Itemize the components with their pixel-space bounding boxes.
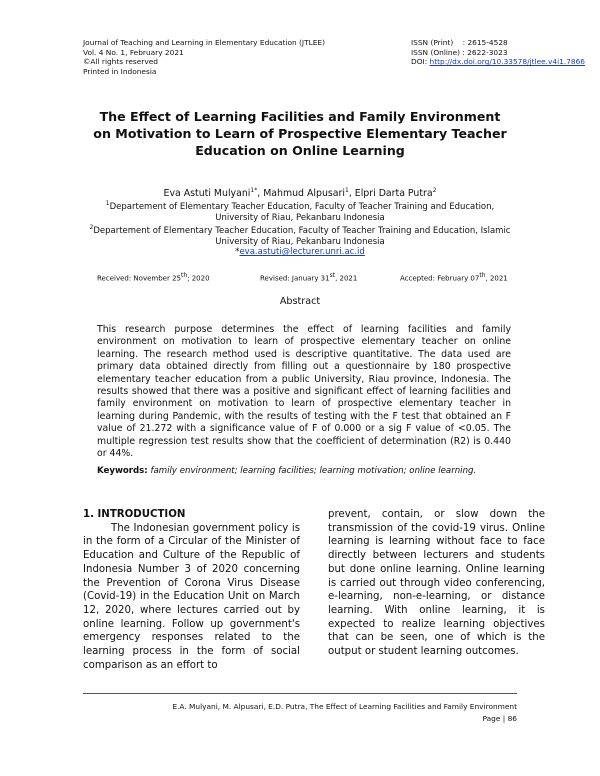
author-3-sup: 2 (432, 187, 437, 194)
keywords-text: family environment; learning facilities; learning motivation; online learning. (150, 466, 477, 476)
keywords-label: Keywords: (97, 466, 148, 476)
affiliation-1 (88, 198, 512, 224)
footer-page-number: Page | 86 (482, 714, 517, 723)
journal-printed: Printed in Indonesia (83, 66, 157, 76)
section-title: 1. INTRODUCTION (83, 509, 186, 520)
issn-online: ISSN (Online) : 2622-3023 (411, 47, 508, 57)
author-1-sup: 1* (250, 187, 258, 194)
body-column-right (328, 508, 545, 659)
received-date (97, 272, 210, 282)
affiliation-2-sup: 2 (89, 224, 94, 231)
email-prefix: * (235, 247, 240, 257)
journal-header-right (411, 38, 586, 67)
journal-volume: Vol. 4 No. 1, February 2021 (83, 47, 184, 57)
revised-year: , 2021 (335, 274, 358, 283)
affiliation-2-text: Departement of Elementary Teacher Education, Faculty of Teacher Training and Education, Islamic University of Riau, Pekanbaru Indonesia (93, 225, 511, 247)
author-3: Elpri Darta Putra (354, 188, 433, 200)
paper-title: The Effect of Learning Facilities and Family Environment on Motivation to Learn of Prospective Elementary Teacher Education on Online Learning (93, 109, 507, 158)
journal-name: Journal of Teaching and Learning in Elementary Education (JTLEE) (83, 38, 325, 47)
abstract-text: This research purpose determines the effect of learning facilities and family environment on motivation to learn of prospective elementary teacher on online learning. The research method used is descriptive quantitative. The data used are primary data obtained directly from filling out a questionnaire by 180 prospective elementary teacher education from a public University, Riau province, Indonesia. The results showed that there was a positive and significant effect of learning facilities and family environment on motivation to learn of prospective elementary teacher in learning during Pandemic, with the results of testing with the F test that obtained an F value of 21.272 with a significance value of F of 0.000 or a sig F value of <0.05. The multiple regression test results show that the coefficient of determination (R2) is 0.440 or 44%. (97, 324, 511, 460)
intro-paragraph-left: The Indonesian government policy is in the form of a Circular of the Minister of Education and Culture of the Republic of Indonesia Number 3 of 2020 concerning the Prevention of Corona Virus Disease (Covid-19) in the Education Unit on March 12, 2020, where lectures carried out by online learning. Follow up government's emergency responses related to the learning process in the form of social comparison as an effort to (83, 522, 300, 671)
author-line: Eva Astuti Mulyani$^{1*}$, Mahmud Alpusari$^1$, Elpri Darta Putra$^2$ (163, 187, 437, 200)
doi-line (411, 57, 586, 67)
keywords-line (97, 466, 511, 476)
corresponding-email (90, 247, 510, 257)
doi-label: DOI: (411, 57, 430, 67)
email-link[interactable]: eva.astuti@lecturer.unri.ac.id (239, 247, 365, 257)
footer-divider (83, 693, 517, 694)
accepted-label: Accepted: February 07 (400, 274, 480, 283)
affiliation-1-sup: 1 (105, 200, 110, 207)
author-1: Eva Astuti Mulyani (163, 188, 251, 200)
author-2-sup: 1 (344, 187, 349, 194)
author-2: Mahmud Alpusari (263, 188, 345, 200)
revised-date (260, 272, 357, 282)
issn-print: ISSN (Print) : 2615-4528 (411, 38, 508, 47)
accepted-year: , 2021 (485, 274, 508, 283)
received-year: ; 2020 (187, 274, 210, 283)
journal-header-left (83, 38, 325, 76)
received-sup: th (180, 272, 188, 279)
affiliation-2 (88, 222, 512, 248)
intro-paragraph-right: prevent, contain, or slow down the transmission of the covid-19 virus. Online learning is learning without face to face directly between lecturers and students but done online learning. Online learning is carried out through video conferencing, e-learning, non-e-learning, or distance learning. With online learning, it is expected to realize learning objectives that can be seen, one of which is the output or student learning outcomes. (328, 509, 545, 658)
body-column-left (83, 508, 300, 672)
doi-link[interactable]: http://dx.doi.org/10.33578/jtlee.v4i1.7866 (429, 57, 586, 67)
abstract-heading: Abstract (279, 296, 321, 307)
accepted-date (400, 272, 508, 282)
journal-rights: ©All rights reserved (83, 57, 158, 67)
revised-sup: st (329, 272, 336, 279)
affiliation-1-text: Departement of Elementary Teacher Education, Faculty of Teacher Training and Education, University of Riau, Pekanbaru Indonesia (109, 201, 495, 223)
accepted-sup: th (479, 272, 486, 279)
revised-label: Revised: January 31 (260, 274, 330, 283)
received-label: Received: November 25 (97, 274, 181, 283)
footer-citation: E.A. Mulyani, M. Alpusari, E.D. Putra, The Effect of Learning Facilities and Family Environment (172, 702, 517, 711)
